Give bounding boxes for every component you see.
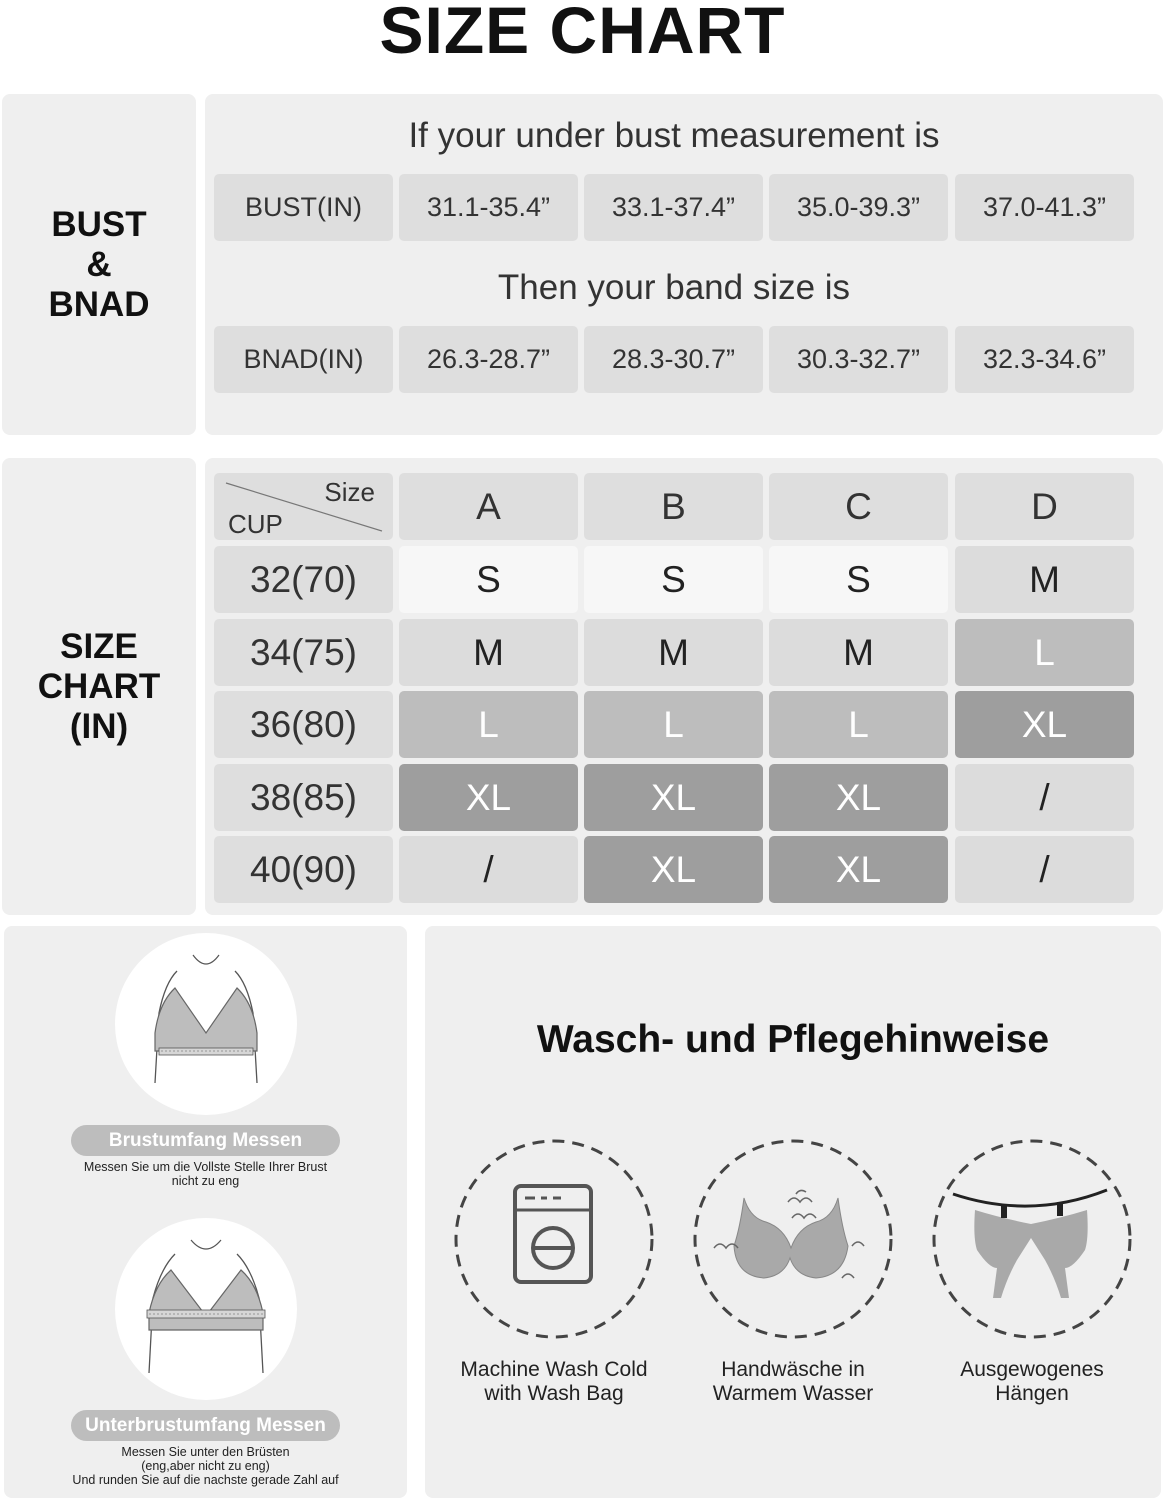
size-cell: M: [769, 619, 948, 686]
care-item-wash: [453, 1138, 655, 1340]
bust-value: 33.1-37.4”: [584, 174, 763, 241]
hang-dry-icon: [931, 1138, 1133, 1340]
desc-line: Messen Sie um die Vollste Stelle Ihrer Brust: [83, 1160, 328, 1174]
underbust-measure-pill: Unterbrustumfang Messen: [71, 1410, 340, 1441]
care-label-handwash: [669, 1358, 917, 1406]
bra-underbust-icon: [115, 1218, 297, 1400]
size-side-label-line: CHART: [37, 666, 161, 706]
desc-line: Und runden Sie auf die nachste gerade Zahl auf: [72, 1473, 339, 1487]
bra-bust-icon: [115, 933, 297, 1115]
bust-side-label: [2, 94, 196, 435]
size-cell: L: [769, 691, 948, 758]
bust-side-label-line: &: [86, 244, 112, 284]
band-heading: Then your band size is: [497, 268, 851, 307]
cup-header: C: [769, 473, 948, 540]
cup-header: B: [584, 473, 763, 540]
corner-cell: [214, 473, 393, 540]
band-row-label: BNAD(IN): [214, 326, 393, 393]
band-size-label: 36(80): [214, 691, 393, 758]
size-cell: S: [584, 546, 763, 613]
size-cell: L: [399, 691, 578, 758]
care-item-handwash: [692, 1138, 894, 1340]
desc-line: Messen Sie unter den Brüsten: [121, 1445, 290, 1459]
desc-line: (eng,aber nicht zu eng): [141, 1459, 270, 1473]
bust-value: 35.0-39.3”: [769, 174, 948, 241]
care-label-line: Warmem Wasser: [712, 1382, 874, 1405]
care-label-line: Handwäsche in: [721, 1358, 865, 1381]
size-cell: XL: [955, 691, 1134, 758]
bust-value: 31.1-35.4”: [399, 174, 578, 241]
desc-line: nicht zu eng: [171, 1174, 240, 1188]
corner-cup-label: CUP: [228, 509, 283, 539]
size-cell: /: [955, 764, 1134, 831]
page-title: SIZE CHART: [379, 0, 786, 67]
size-cell: M: [584, 619, 763, 686]
size-cell: XL: [399, 764, 578, 831]
size-cell: /: [399, 836, 578, 903]
size-cell: XL: [769, 764, 948, 831]
size-cell: S: [399, 546, 578, 613]
size-cell: /: [955, 836, 1134, 903]
band-value: 30.3-32.7”: [769, 326, 948, 393]
band-value: 28.3-30.7”: [584, 326, 763, 393]
bust-side-label-line: BUST: [51, 204, 147, 244]
cup-header: A: [399, 473, 578, 540]
bust-measure-desc: [20, 1160, 391, 1188]
band-size-label: 38(85): [214, 764, 393, 831]
cup-header: D: [955, 473, 1134, 540]
size-cell: XL: [769, 836, 948, 903]
care-label-wash: [430, 1358, 678, 1406]
underbust-measure-desc: [20, 1445, 391, 1487]
band-value: 26.3-28.7”: [399, 326, 578, 393]
size-side-label-line: SIZE: [60, 626, 138, 666]
bust-side-label-line: BNAD: [48, 284, 150, 324]
size-cell: M: [955, 546, 1134, 613]
size-cell: L: [955, 619, 1134, 686]
size-cell: L: [584, 691, 763, 758]
corner-size-label: Size: [324, 477, 375, 507]
care-label-hang: [908, 1358, 1156, 1406]
size-side-label-line: (IN): [69, 706, 129, 746]
size-cell: M: [399, 619, 578, 686]
band-size-label: 32(70): [214, 546, 393, 613]
band-value: 32.3-34.6”: [955, 326, 1134, 393]
care-title: Wasch- und Pflegehinweise: [536, 1018, 1050, 1061]
bust-row-label: BUST(IN): [214, 174, 393, 241]
underbust-measure-illustration: [115, 1218, 297, 1400]
band-size-label: 34(75): [214, 619, 393, 686]
bust-value: 37.0-41.3”: [955, 174, 1134, 241]
band-size-label: 40(90): [214, 836, 393, 903]
care-item-hang: [931, 1138, 1133, 1340]
hand-wash-icon: [692, 1138, 894, 1340]
care-label-line: Machine Wash Cold: [460, 1358, 648, 1381]
size-cell: XL: [584, 764, 763, 831]
care-label-line: with Wash Bag: [484, 1382, 624, 1405]
washing-machine-icon: [453, 1138, 655, 1340]
size-side-label: [2, 458, 196, 915]
bust-measure-pill: Brustumfang Messen: [71, 1125, 340, 1156]
under-bust-heading: If your under bust measurement is: [408, 116, 940, 155]
size-cell: S: [769, 546, 948, 613]
size-cell: XL: [584, 836, 763, 903]
care-label-line: Ausgewogenes: [960, 1358, 1104, 1381]
care-label-line: Hängen: [995, 1382, 1069, 1405]
bust-measure-illustration: [115, 933, 297, 1115]
